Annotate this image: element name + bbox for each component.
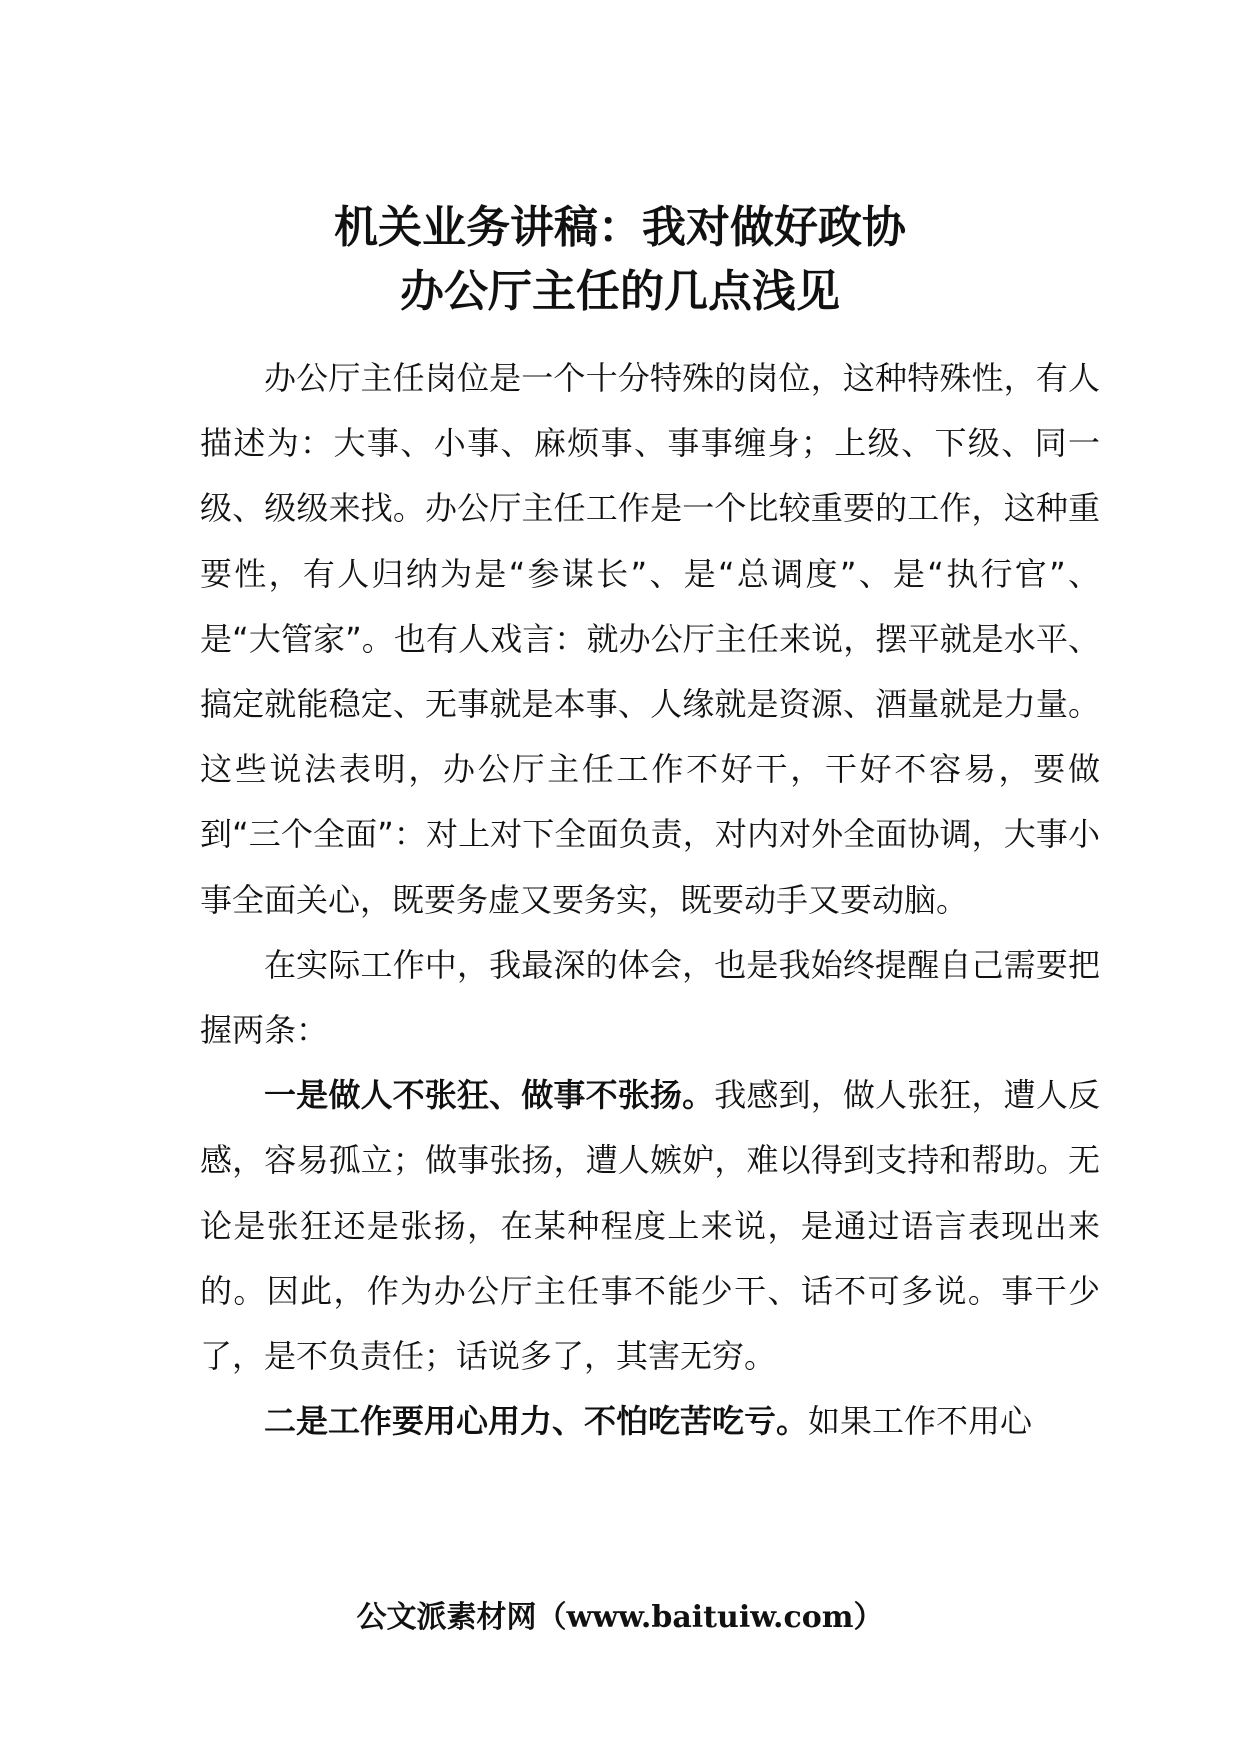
footer-source: 公文派素材网（www.baituiw.com） [356, 1600, 884, 1635]
paragraph-2-text: 在实际工作中，我最深的体会，也是我始终提醒自己需要把握两条： [200, 945, 1100, 1050]
paragraph-1-text: 办公厅主任岗位是一个十分特殊的岗位，这种特殊性，有人描述为：大事、小事、麻烦事、事事缠身；上级、下级、同一级、级级来找。办公厅主任工作是一个比较重要的工作，这种重要性，有人归纳为是“参谋长”、是“总调度”、是“执行官”、是“大管家”。也有人戏言：就办公厅主任来说，摆平就是水平、搞定就能稳定、无事就是本事、人缘就是资源、酒量就是力量。这些说法表明，办公厅主任工作不好干，干好不容易，要做到“三个全面”：对上对下全面负责，对内对外全面协调，大事小事全面关心，既要务虚又要务实，既要动手又要动脑。 [200, 359, 1100, 919]
document-title [0, 196, 1240, 324]
paragraph-3-text: 我感到，做人张狂，遭人反感，容易孤立；做事张扬，遭人嫉妒，难以得到支持和帮助。无论是张狂还是张扬，在某种程度上来说，是通过语言表现出来的。因此，作为办公厅主任事不能少干、话不可多说。事干少了，是不负责任；话说多了，其害无穷。 [200, 1076, 1100, 1376]
paragraph-2 [200, 933, 1100, 1063]
paragraph-4-text: 如果工作不用心 [808, 1402, 1033, 1441]
title-line-2: 办公厅主任的几点浅见 [400, 266, 840, 317]
paragraph-1 [200, 346, 1100, 933]
title-line-1: 机关业务讲稿：我对做好政协 [334, 202, 906, 253]
paragraph-3 [200, 1063, 1100, 1389]
document-body [200, 346, 1100, 1454]
paragraph-4-lead: 二是工作要用心用力、不怕吃苦吃亏。 [264, 1402, 809, 1441]
paragraph-3-lead: 一是做人不张狂、做事不张扬。 [264, 1076, 715, 1115]
paragraph-4 [200, 1389, 1100, 1454]
